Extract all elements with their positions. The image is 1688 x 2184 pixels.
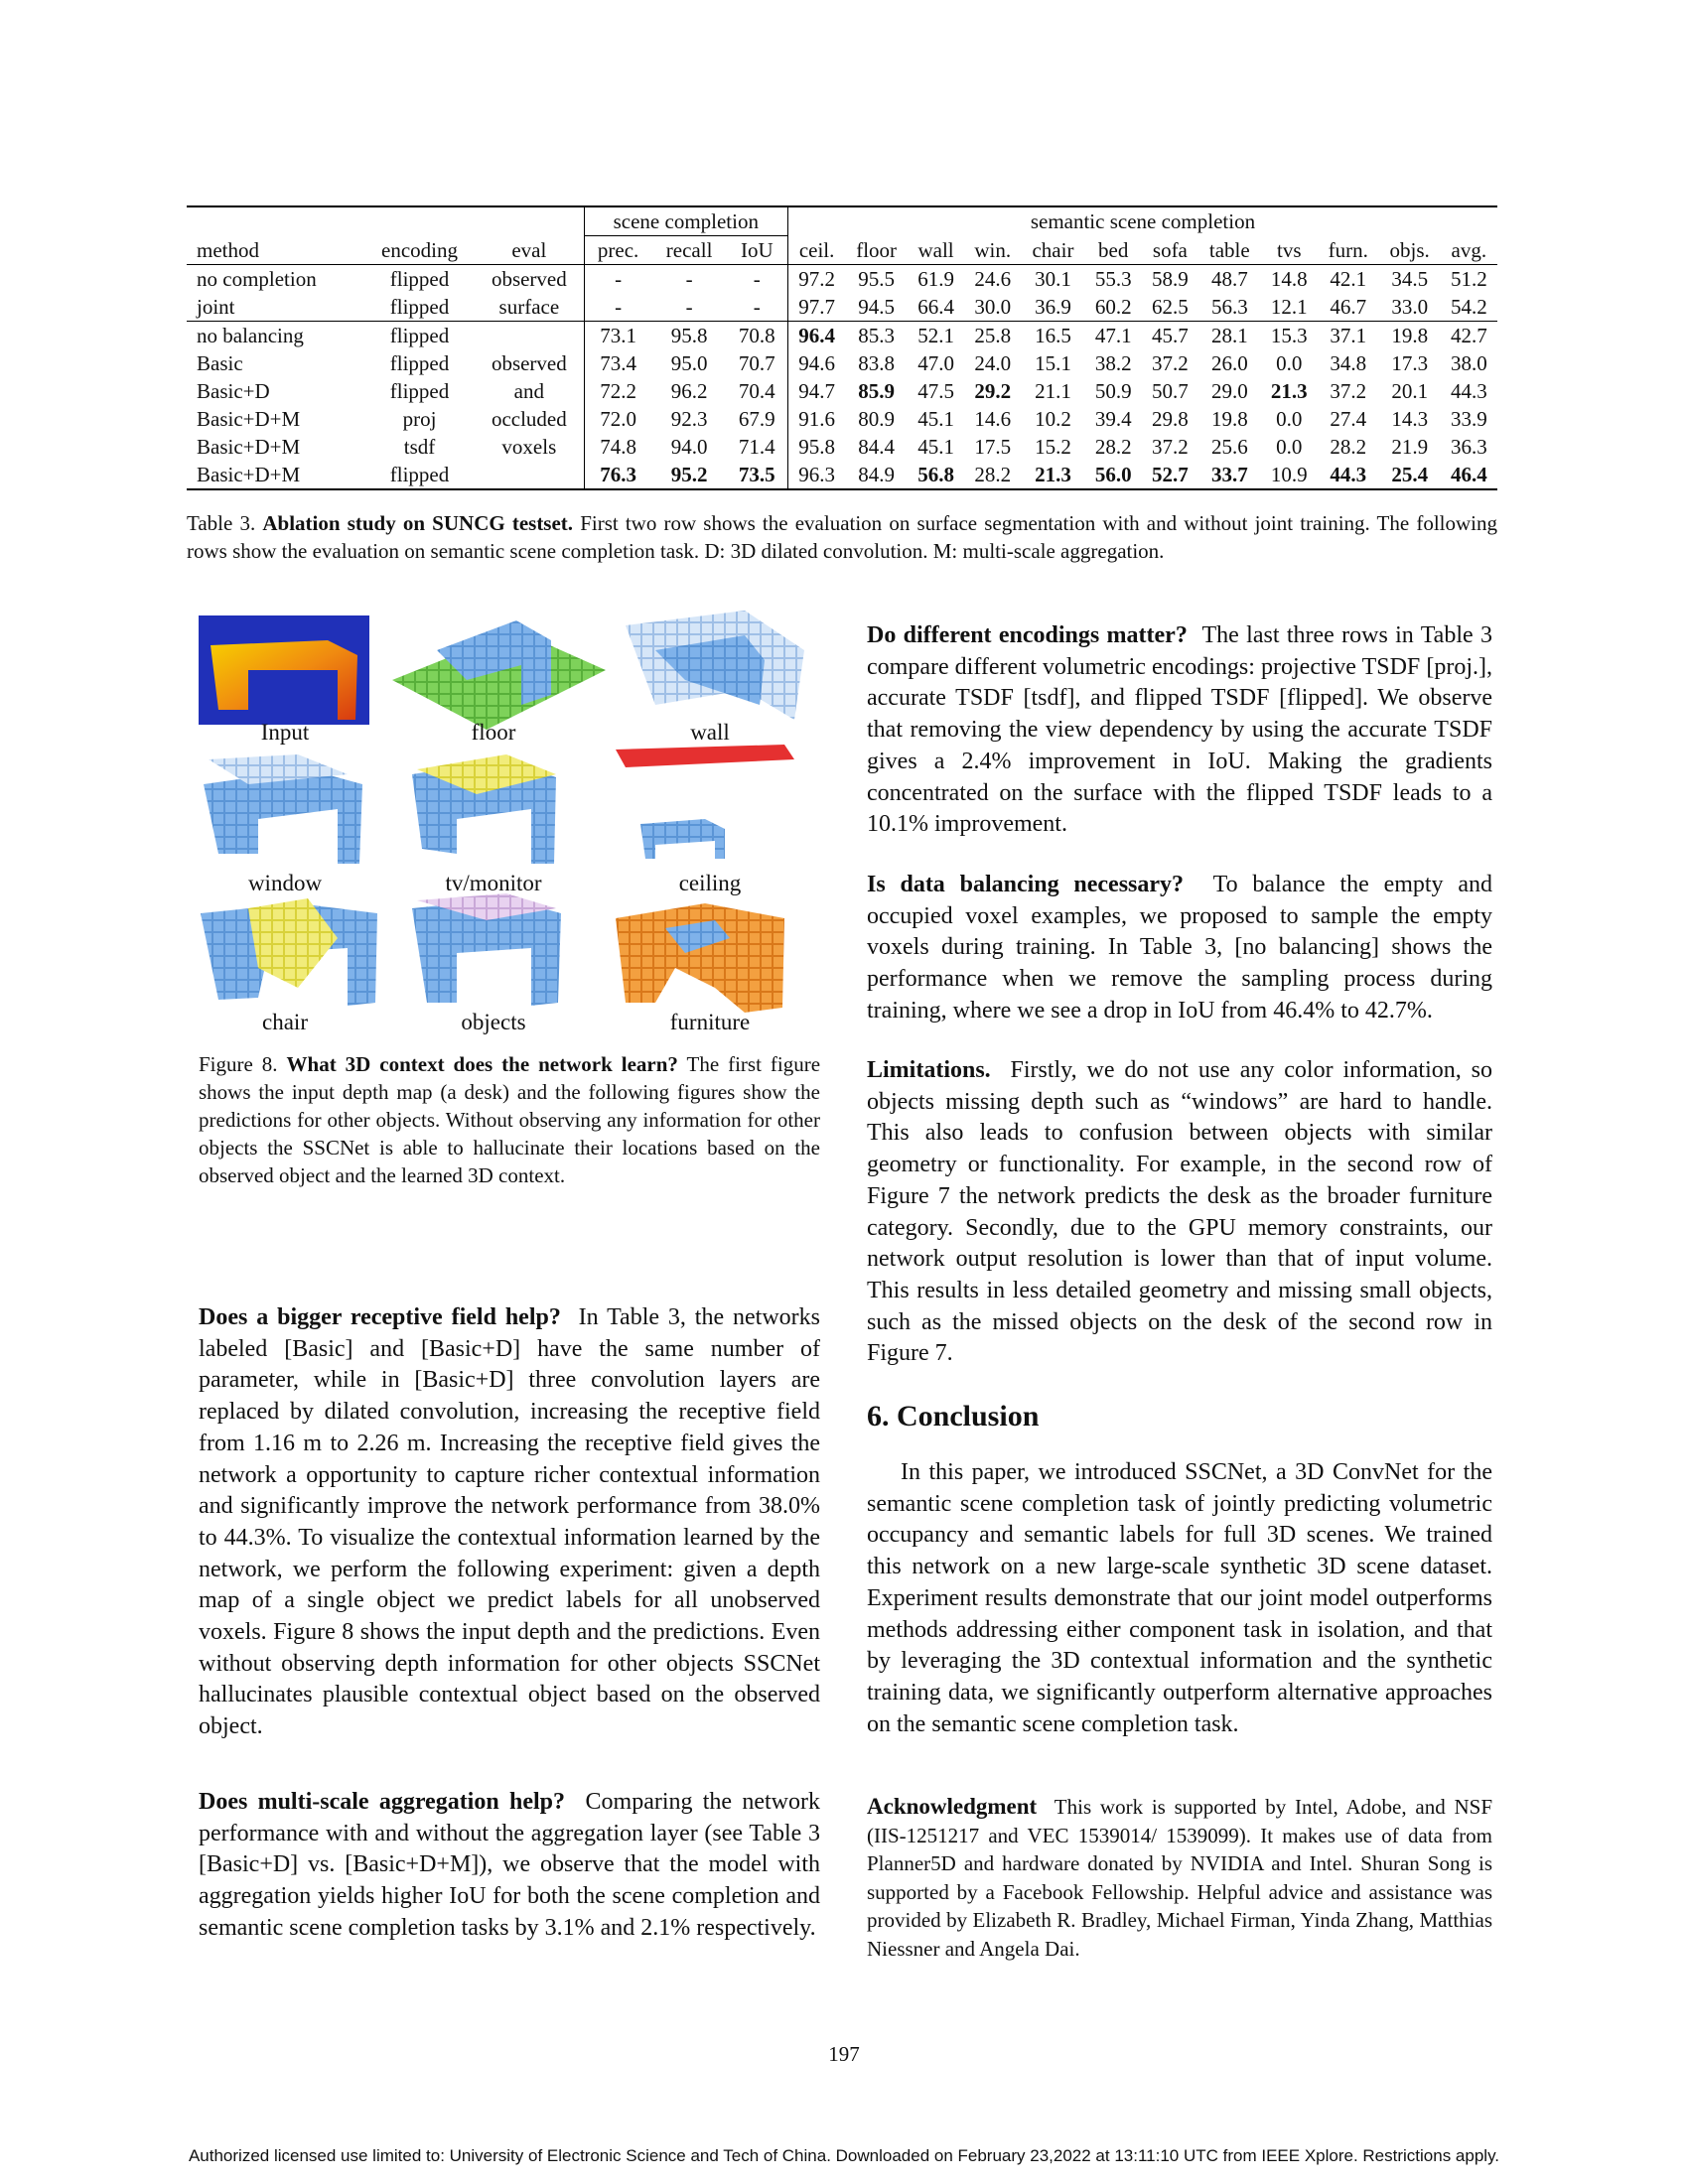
table-cell: 48.7 <box>1210 267 1248 291</box>
paragraph-conclusion: In this paper, we introduced SSCNet, a 3D ConvNet for the semantic scene completion task of jointly predicting volumetric occupancy and semantic labels for full 3D scenes. We trained this network on a new large-scale synthetic 3D scene dataset. Experiment results demonstrate that our joint model outperforms methods addressing either component task in isolation, and that by leveraging the 3D contextual information and the synthetic training data, we significantly outperform alternative approaches on the semantic scene completion task. <box>867 1459 1492 1737</box>
table-cell: 42.7 <box>1441 322 1497 350</box>
table-cell: 45.1 <box>917 435 954 459</box>
table-cell: 84.4 <box>858 435 895 459</box>
table-cell: 10.2 <box>1035 407 1071 431</box>
table-cell: 95.5 <box>858 267 895 291</box>
table-cell: 25.6 <box>1210 435 1248 459</box>
table-cell: flipped <box>389 295 450 319</box>
figure-label-furniture: furniture <box>669 1010 751 1034</box>
figure-8-panels <box>189 611 824 1047</box>
table-header-row <box>187 236 1497 265</box>
table-cell: 19.8 <box>1379 322 1441 350</box>
table-cell: 94.5 <box>858 295 895 319</box>
table-cell: 47.0 <box>917 351 954 375</box>
column-header: floor <box>845 236 908 265</box>
column-header: method <box>187 236 364 265</box>
table-cell: 91.6 <box>798 407 835 431</box>
table-cell-eval: observed <box>475 265 584 294</box>
figure-label-floor: floor <box>471 720 516 745</box>
column-header: tvs <box>1261 236 1318 265</box>
table-cell: 0.0 <box>1276 407 1303 431</box>
table-cell: 20.1 <box>1391 379 1429 403</box>
table-cell: 21.9 <box>1391 435 1429 459</box>
table-cell: 37.1 <box>1318 322 1379 350</box>
table-cell: 67.9 <box>727 405 788 433</box>
table-cell: Basic <box>197 351 243 375</box>
table-cell: Basic+D+M <box>197 435 301 459</box>
table-row <box>187 377 1497 405</box>
paragraph-receptive-field <box>199 1302 820 1743</box>
column-header: IoU <box>727 236 788 265</box>
table-cell: 17.3 <box>1391 351 1429 375</box>
table-cell: 25.4 <box>1379 461 1441 489</box>
table-cell: 55.3 <box>1094 267 1132 291</box>
paragraph-heading: Does multi-scale aggregation help? <box>199 1789 565 1815</box>
tv-monitor-voxels <box>412 754 556 864</box>
caption-label: Table 3. <box>187 511 256 535</box>
paragraph-body: Comparing the network performance with and without the aggregation layer (see Table 3 [Basic+D] vs. [Basic+D+M]), we observe that the model with aggregation yields higher IoU for both the scene completion and semantic scene completion tasks by 3.1% and 2.1% respectively. <box>199 1789 820 1941</box>
group-header-scene-completion: scene completion <box>584 206 787 236</box>
table-cell: 96.2 <box>670 379 708 403</box>
caption-title: Ablation study on SUNCG testset. <box>262 511 574 535</box>
table-cell: 71.4 <box>727 433 788 461</box>
chair-voxels <box>201 898 377 1006</box>
table-cell: 37.2 <box>1152 435 1189 459</box>
table-cell: 70.4 <box>727 377 788 405</box>
table-cell: flipped <box>364 322 475 350</box>
table-cell: 24.0 <box>974 351 1012 375</box>
table-cell: 21.3 <box>1021 461 1084 489</box>
table-cell: 0.0 <box>1276 435 1303 459</box>
table-cell-eval: surface <box>475 293 584 322</box>
table-cell: - <box>615 295 623 319</box>
table-cell: joint <box>197 295 235 319</box>
table-cell: 80.9 <box>858 407 895 431</box>
table-cell: 14.6 <box>974 407 1012 431</box>
table-cell: 96.4 <box>787 322 845 350</box>
table-cell: 97.2 <box>798 267 835 291</box>
table-cell: 50.7 <box>1152 379 1189 403</box>
column-header: chair <box>1021 236 1084 265</box>
table-row <box>187 405 1497 433</box>
paragraph-multiscale <box>199 1787 820 1945</box>
figure-label-wall: wall <box>690 720 730 745</box>
table-cell: 28.1 <box>1198 322 1261 350</box>
table-row <box>187 461 1497 489</box>
column-header: win. <box>964 236 1021 265</box>
column-header: bed <box>1085 236 1142 265</box>
ablation-table <box>187 205 1497 490</box>
table-row <box>187 293 1497 322</box>
column-header: eval <box>475 236 584 265</box>
caption-text: The first figure shows the input depth map (a desk) and the following figures show the predictions for other objects. Without observing any information for other objects the SSCNet is able to hallucinate their locations based on the observed object and the learned 3D context. <box>199 1052 821 1187</box>
column-header: table <box>1198 236 1261 265</box>
table-cell: 36.3 <box>1450 435 1487 459</box>
table-cell: 12.1 <box>1270 295 1308 319</box>
table-cell: 19.8 <box>1210 407 1248 431</box>
table-cell: 61.9 <box>917 267 954 291</box>
section-title-conclusion: 6. Conclusion <box>867 1400 1040 1433</box>
table-cell: 97.7 <box>798 295 835 319</box>
table-cell: 15.1 <box>1035 351 1071 375</box>
figure-label-chair: chair <box>262 1010 308 1034</box>
table-cell: 50.9 <box>1094 379 1132 403</box>
figure-8 <box>189 611 824 1047</box>
table-cell: 47.1 <box>1085 322 1142 350</box>
table-cell: 39.4 <box>1094 407 1132 431</box>
table-cell: - <box>727 293 788 322</box>
table-cell: 85.3 <box>845 322 908 350</box>
table-cell: 70.8 <box>727 322 788 350</box>
table-cell: 45.1 <box>917 407 954 431</box>
table-cell: Basic+D <box>197 379 270 403</box>
table-cell: 0.0 <box>1276 351 1303 375</box>
table-cell: 45.7 <box>1142 322 1198 350</box>
table-cell: 15.2 <box>1035 435 1071 459</box>
table-cell-eval: and <box>475 377 584 405</box>
table-cell: no completion <box>197 267 317 291</box>
table-cell: 72.2 <box>600 379 636 403</box>
table-cell: 96.3 <box>787 461 845 489</box>
table-cell: 76.3 <box>584 461 651 489</box>
column-header: recall <box>652 236 727 265</box>
table-cell: 44.3 <box>1318 461 1379 489</box>
table-cell: 85.9 <box>858 379 895 403</box>
table-cell: 42.1 <box>1330 267 1367 291</box>
page-number: 197 <box>828 2042 860 2066</box>
table-cell: 26.0 <box>1210 351 1248 375</box>
figure-caption <box>199 1050 820 1189</box>
table-cell: - <box>727 265 788 294</box>
table-cell: 95.8 <box>798 435 835 459</box>
ceiling-voxels <box>616 745 794 859</box>
table-cell: 34.8 <box>1330 351 1367 375</box>
column-header: ceil. <box>787 236 845 265</box>
paragraph-balancing <box>867 870 1492 1027</box>
table-cell: tsdf <box>403 435 436 459</box>
group-header-semantic-scene-completion: semantic scene completion <box>787 206 1497 236</box>
table-cell: 14.8 <box>1270 267 1308 291</box>
wall-voxels <box>626 611 804 720</box>
table-cell: 83.8 <box>858 351 895 375</box>
table-cell: 29.0 <box>1210 379 1248 403</box>
table-cell: 84.9 <box>845 461 908 489</box>
paragraph-body: To balance the empty and occupied voxel examples, we proposed to sample the empty voxels during training. In Table 3, [no balancing] shows the performance when we remove the sampling process during training, where we see a drop in IoU from 46.4% to 42.7%. <box>867 872 1492 1024</box>
paragraph-limitations <box>867 1055 1492 1370</box>
table-cell: 56.8 <box>908 461 964 489</box>
table-row <box>187 433 1497 461</box>
table-cell: 73.5 <box>727 461 788 489</box>
table-cell: Basic+D+M <box>197 407 301 431</box>
table-cell: - <box>615 267 623 291</box>
table-cell: 73.1 <box>584 322 651 350</box>
paragraph-heading: Limitations. <box>867 1057 991 1083</box>
table-cell: 33.0 <box>1391 295 1429 319</box>
table-cell: 38.0 <box>1450 351 1487 375</box>
table-cell: 62.5 <box>1152 295 1189 319</box>
table-cell: 52.1 <box>908 322 964 350</box>
table-cell: 95.0 <box>670 351 708 375</box>
paragraph-body: Firstly, we do not use any color information, so objects missing depth such as “windows” are hard to handle. This also leads to confusion between objects with similar geometry or functionality. For example, in the second row of Figure 7 the network predicts the desk as the broader furniture category. Secondly, due to the GPU memory constraints, our network output resolution is lower than that of input volume. This results in less detailed geometry and missing small objects, such as the missed objects on the desk of the second row in Figure 7. <box>867 1057 1493 1367</box>
paragraph-body: In Table 3, the networks labeled [Basic] and [Basic+D] have the same number of parameter, while in [Basic+D] three convolution layers are replaced by dilated convolution, increasing the receptive field from 1.16 m to 2.26 m. Increasing the receptive field gives the network a opportunity to capture richer contextual information and significantly improve the network performance from 38.0% to 44.3%. To visualize the contextual information learned by the network, we perform the following experiment: given a depth map of a single object we predict labels for all unobserved voxels. Figure 8 shows the input depth and the predictions. Even without observing depth information for other objects SSCNet hallucinates plausible contextual object based on the observed object. <box>199 1304 821 1740</box>
caption-title: What 3D context does the network learn? <box>286 1052 678 1076</box>
table-cell: 21.3 <box>1270 379 1308 403</box>
table-cell: 66.4 <box>917 295 954 319</box>
table-cell-eval <box>475 461 584 489</box>
table-cell: - <box>685 267 693 291</box>
table-row <box>187 322 1497 350</box>
table-cell: 33.9 <box>1450 407 1487 431</box>
table-cell: 56.0 <box>1085 461 1142 489</box>
table-cell: 16.5 <box>1021 322 1084 350</box>
table-cell: flipped <box>389 351 450 375</box>
column-header: objs. <box>1379 236 1441 265</box>
table-row <box>187 265 1497 294</box>
caption-text: First two row shows the evaluation on surface segmentation with and without joint training. The following rows show the evaluation on semantic scene completion task. D: 3D dilated convolution. M: multi-scale aggregation. <box>187 511 1497 563</box>
input-depth-map <box>199 615 369 725</box>
table-cell-eval: voxels <box>475 433 584 461</box>
table-cell: - <box>685 295 693 319</box>
table-cell: flipped <box>389 267 450 291</box>
table-cell: 28.2 <box>964 461 1021 489</box>
table-cell: 37.2 <box>1152 351 1189 375</box>
table-cell: 44.3 <box>1450 379 1487 403</box>
table-cell: flipped <box>389 379 450 403</box>
paragraph-heading: Is data balancing necessary? <box>867 872 1185 897</box>
floor-voxels <box>392 620 606 730</box>
table-cell: 51.2 <box>1450 267 1487 291</box>
table-cell: 58.9 <box>1152 267 1189 291</box>
table-caption <box>187 509 1497 565</box>
column-header: prec. <box>584 236 651 265</box>
table-cell: 37.2 <box>1330 379 1367 403</box>
column-header: sofa <box>1142 236 1198 265</box>
column-header: furn. <box>1318 236 1379 265</box>
table-cell: 28.2 <box>1330 435 1367 459</box>
figure-label-window: window <box>247 871 323 895</box>
table-cell: 72.0 <box>600 407 636 431</box>
table-cell: Basic+D+M <box>187 461 364 489</box>
caption-label: Figure 8. <box>199 1052 278 1076</box>
paragraph-acknowledgment <box>867 1793 1492 1963</box>
table-cell: 52.7 <box>1142 461 1198 489</box>
table-cell: 38.2 <box>1094 351 1132 375</box>
table-cell: 29.2 <box>974 379 1012 403</box>
table-cell: 14.3 <box>1391 407 1429 431</box>
table-cell: 95.2 <box>652 461 727 489</box>
table-cell: 29.8 <box>1152 407 1189 431</box>
license-footer: Authorized licensed use limited to: University of Electronic Science and Tech of China. Downloaded on February 23,2022 at 13:11:10 UTC from IEEE Xplore. Restrictions apply. <box>188 2146 1500 2165</box>
table-cell: 33.7 <box>1198 461 1261 489</box>
table-cell-eval: observed <box>475 349 584 377</box>
table-cell: 46.4 <box>1441 461 1497 489</box>
table-cell: 17.5 <box>974 435 1012 459</box>
table-cell: 34.5 <box>1391 267 1429 291</box>
table-cell: 24.6 <box>974 267 1012 291</box>
table-cell: 54.2 <box>1450 295 1487 319</box>
table-cell: 94.6 <box>798 351 835 375</box>
table-cell: 70.7 <box>727 349 788 377</box>
table-cell: 30.0 <box>974 295 1012 319</box>
figure-label-input: Input <box>260 720 310 745</box>
table-cell: 94.0 <box>670 435 708 459</box>
paragraph-encodings <box>867 620 1492 841</box>
table-cell: 10.9 <box>1261 461 1318 489</box>
figure-label-ceiling: ceiling <box>678 871 742 895</box>
paragraph-body: The last three rows in Table 3 compare different volumetric encodings: projective TSDF [proj.], accurate TSDF [tsdf], and flipped TSDF [flipped]. We observe that removing the view dependency by using the accurate TSDF gives a 2.4% improvement in IoU. Making the gradients concentrated on the surface with the flipped TSDF leads to a 10.1% improvement. <box>867 622 1492 838</box>
table-cell: 60.2 <box>1094 295 1132 319</box>
paragraph-heading: Does a bigger receptive field help? <box>199 1304 561 1330</box>
table-cell: 73.4 <box>600 351 636 375</box>
column-header: wall <box>908 236 964 265</box>
paragraph-heading: Do different encodings matter? <box>867 622 1188 648</box>
column-header: encoding <box>364 236 475 265</box>
table-cell: no balancing <box>187 322 364 350</box>
table-cell: 94.7 <box>798 379 835 403</box>
table-cell-eval: occluded <box>475 405 584 433</box>
table-cell: 56.3 <box>1210 295 1248 319</box>
table-cell: proj <box>402 407 437 431</box>
column-header: avg. <box>1441 236 1497 265</box>
window-voxels <box>204 754 362 864</box>
table-cell: 21.1 <box>1035 379 1071 403</box>
table-cell: 95.8 <box>652 322 727 350</box>
table-cell: 27.4 <box>1330 407 1367 431</box>
table-cell: 92.3 <box>670 407 708 431</box>
table-cell: 30.1 <box>1035 267 1071 291</box>
furniture-voxels <box>616 903 784 1013</box>
table-cell: 47.5 <box>917 379 954 403</box>
table-cell: 36.9 <box>1035 295 1071 319</box>
figure-label-tv-monitor: tv/monitor <box>445 871 542 895</box>
table-cell: 15.3 <box>1261 322 1318 350</box>
table-cell: flipped <box>364 461 475 489</box>
table-cell: 46.7 <box>1330 295 1367 319</box>
paragraph-heading: Acknowledgment <box>867 1794 1038 1819</box>
paragraph-body: This work is supported by Intel, Adobe, and NSF (IIS-1251217 and VEC 1539014/ 1539099). It makes use of data from Planner5D and hardware donated by NVIDIA and Intel. Shuran Song is supported by a Facebook Fellowship. Helpful advice and assistance was provided by Elizabeth R. Bradley, Michael Firman, Yinda Zhang, Matthias Niessner and Angela Dai. <box>867 1795 1492 1961</box>
table-cell: 25.8 <box>964 322 1021 350</box>
table-cell: 28.2 <box>1094 435 1132 459</box>
objects-voxels <box>412 893 561 1006</box>
table-row <box>187 349 1497 377</box>
table-cell-eval <box>475 322 584 350</box>
table-cell: 74.8 <box>600 435 636 459</box>
figure-label-objects: objects <box>461 1010 526 1034</box>
